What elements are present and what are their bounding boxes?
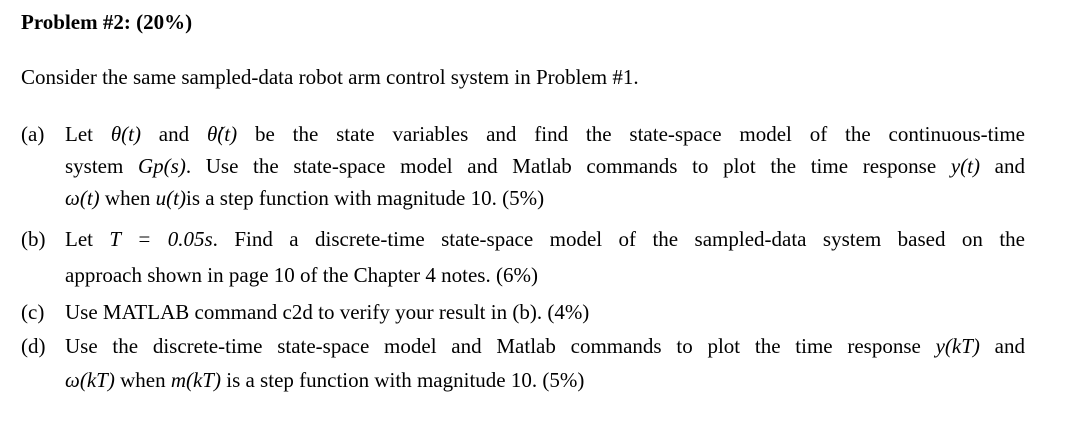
u-t: u(t) <box>155 186 186 210</box>
item-c-tag: (c) <box>21 300 45 324</box>
item-b-tag: (b) <box>21 227 46 251</box>
text: and <box>980 154 1025 178</box>
item-a-line-1 <box>65 122 1025 147</box>
item-d-tag: (d) <box>21 334 46 358</box>
item-a-line-2 <box>65 154 1025 179</box>
omega-t: ω(t) <box>65 186 100 210</box>
m-kt: m(kT) <box>170 368 221 392</box>
text: . Find a discrete-time state-space model of the sampled-data system based on the <box>212 227 1025 251</box>
gp-s: Gp(s) <box>138 154 186 178</box>
item-b-line-1 <box>65 227 1025 252</box>
text: and <box>979 334 1025 358</box>
intro-paragraph: Consider the same sampled-data robot arm control system in Problem #1. <box>21 65 639 89</box>
text: system <box>65 154 138 178</box>
theta-dot-t: θ̇(t) <box>206 122 238 146</box>
item-c-line-1: Use MATLAB command c2d to verify your result in (b). (4%) <box>65 300 590 324</box>
text: Let <box>65 122 111 146</box>
text: and <box>140 122 207 146</box>
item-d-line-1 <box>65 334 1025 359</box>
text: is a step function with magnitude 10. (5%) <box>185 186 545 210</box>
omega-kt: ω(kT) <box>65 368 115 392</box>
text: be the state variables and find the state-space model of the continuous-time <box>237 122 1026 146</box>
text: is a step function with magnitude 10. (5%) <box>220 368 585 392</box>
y-t: y(t) <box>950 154 980 178</box>
theta-t: θ(t) <box>110 122 141 146</box>
text: . Use the state-space model and Matlab commands to plot the time response <box>185 154 951 178</box>
text: when <box>114 368 171 392</box>
problem-heading: Problem #2: (20%) <box>21 10 193 34</box>
item-d-line-2 <box>65 368 584 393</box>
text: Use the discrete-time state-space model and Matlab commands to plot the time response <box>65 334 936 358</box>
text: when <box>99 186 156 210</box>
item-b-line-2: approach shown in page 10 of the Chapter 4 notes. (6%) <box>65 263 538 287</box>
item-a-line-3 <box>65 186 544 211</box>
text: Let <box>65 227 110 251</box>
item-a-tag: (a) <box>21 122 45 146</box>
y-kt: y(kT) <box>935 334 980 358</box>
t-equation: T = 0.05s <box>109 227 213 251</box>
